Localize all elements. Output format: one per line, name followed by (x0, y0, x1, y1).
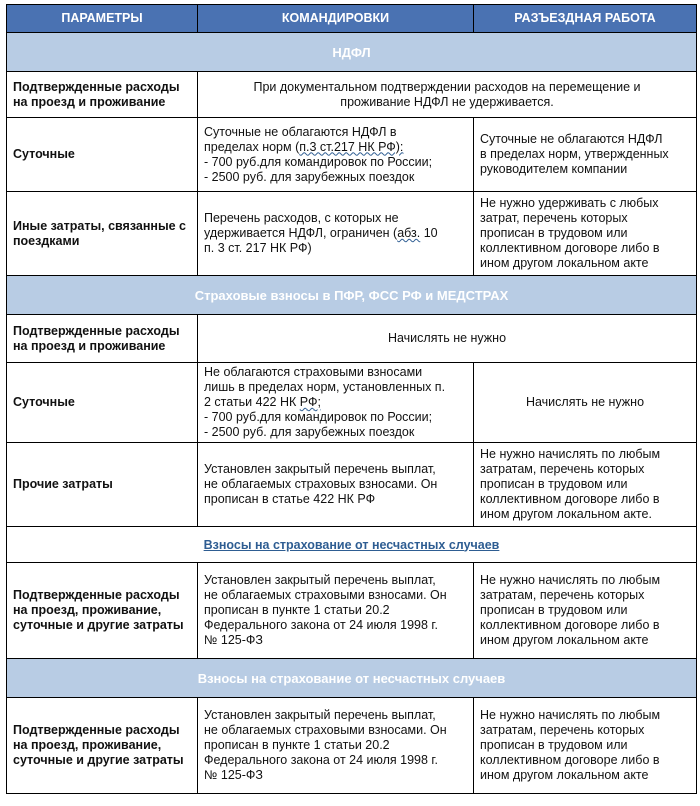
cell-text-line: руководителем компании (480, 162, 628, 176)
parameter-cell: Подтвержденные расходы на проезд, проживание, суточные и другие затраты (7, 698, 198, 794)
cell-text-line: № 125-ФЗ (204, 768, 263, 782)
cell-text-line: коллективном договоре либо в (480, 492, 660, 506)
cell-text-line: ином другом локальном акте (480, 633, 649, 647)
traveling-work-cell (474, 363, 697, 443)
section-title (7, 527, 697, 563)
traveling-work-cell (474, 698, 697, 794)
business-trips-cell (198, 563, 474, 659)
cell-text-line: затрат, перечень которых (480, 211, 628, 225)
parameter-cell: Суточные (7, 118, 198, 192)
cell-text-line: Не нужно начислять по любым (480, 573, 661, 587)
parameter-cell: Суточные (7, 363, 198, 443)
section-header-row (7, 33, 697, 72)
cell-text-line: Не облагаются страховыми взносами (204, 365, 423, 379)
parameter-cell: Подтвержденные расходы на проезд и проживание (7, 315, 198, 363)
business-trips-cell (198, 118, 474, 192)
section-title-text: Страховые взносы в ПФР, ФСС РФ и МЕДСТРАХ (194, 287, 509, 303)
cell-text-line: затратам, перечень которых (480, 723, 645, 737)
cell-text-line: Начислять не нужно (525, 395, 645, 409)
traveling-work-cell (474, 118, 697, 192)
cell-text-line: ином другом локальном акте (480, 768, 649, 782)
cell-text-line: Перечень расходов, с которых не (204, 211, 399, 225)
cell-text-line: Федерального закона от 24 июля 1998 г. (204, 753, 438, 767)
table-row (7, 192, 697, 276)
parameter-cell: Иные затраты, связанные с поездками (7, 192, 198, 276)
cell-text-line: Начислять не нужно (387, 331, 507, 345)
cell-text-line: в пределах норм, утвержденных (480, 147, 669, 161)
cell-text-line: прописан в пункте 1 статьи 20.2 (204, 603, 390, 617)
cell-text-line: коллективном договоре либо в (480, 241, 660, 255)
table-row (7, 363, 697, 443)
cell-text-line: - 700 руб.для командировок по России; (204, 154, 433, 169)
table-row (7, 563, 697, 659)
traveling-work-cell (474, 563, 697, 659)
merged-value-cell (198, 315, 697, 363)
cell-text-line: не облагаемых страховыми взносами. Он (204, 588, 447, 602)
section-header-row (7, 527, 697, 563)
cell-text-line: прописан в трудовом или (480, 226, 628, 240)
business-trips-cell (198, 698, 474, 794)
cell-text-line: № 125-ФЗ (204, 633, 263, 647)
cell-text-line: Установлен закрытый перечень выплат, (204, 708, 436, 722)
section-title-text: Взносы на страхование от несчастных случаев (203, 537, 500, 552)
table-row (7, 315, 697, 363)
cell-text-line: затратам, перечень которых (480, 588, 645, 602)
business-trips-cell (198, 443, 474, 527)
cell-text-line: прописан в пункте 1 статьи 20.2 (204, 738, 390, 752)
cell-text-line: Федерального закона от 24 июля 1998 г. (204, 618, 438, 632)
comparison-table (6, 4, 697, 794)
table-header-row (7, 5, 697, 33)
cell-text-line: Не нужно начислять по любым (480, 708, 661, 722)
cell-text-line: - 700 руб.для командировок по России; (204, 410, 433, 424)
cell-text-line: - 2500 руб. для зарубежных поездок (204, 425, 415, 439)
cell-text-line: Суточные не облагаются НДФЛ (480, 132, 663, 146)
cell-text-line: ином другом локальном акте. (480, 507, 652, 521)
table-row (7, 443, 697, 527)
section-title (7, 33, 697, 72)
cell-text-line: коллективном договоре либо в (480, 618, 660, 632)
cell-text-line: не облагаемых страховых взносами. Он (204, 477, 438, 491)
cell-text-line: - 2500 руб. для зарубежных поездок (204, 169, 415, 184)
cell-text-line: коллективном договоре либо в (480, 753, 660, 767)
cell-text-line: удерживается НДФЛ, ограничен (абз. 10 (204, 226, 438, 240)
section-header-row (7, 659, 697, 698)
header-traveling-work: РАЗЪЕЗДНАЯ РАБОТА (474, 5, 697, 33)
cell-text-line: прописан в трудовом или (480, 603, 628, 617)
business-trips-cell (198, 363, 474, 443)
cell-text-line: прописан в статье 422 НК РФ (204, 492, 376, 506)
header-parameters: ПАРАМЕТРЫ (7, 5, 198, 33)
business-trips-cell (198, 192, 474, 276)
cell-text-line: не облагаемых страховыми взносами. Он (204, 723, 447, 737)
section-title-text: Взносы на страхование от несчастных случаев (197, 670, 506, 686)
merged-value-cell (198, 72, 697, 118)
cell-text-line: проживание НДФЛ не удерживается. (340, 94, 554, 109)
parameter-cell: Подтвержденные расходы на проезд и проживание (7, 72, 198, 118)
table-row (7, 698, 697, 794)
comparison-document (0, 4, 700, 806)
section-header-row (7, 276, 697, 315)
cell-text-line: пределах норм (п.3 ст.217 НК РФ): (204, 139, 404, 154)
cell-text-line: Не нужно удерживать с любых (480, 196, 659, 210)
header-business-trips: КОМАНДИРОВКИ (198, 5, 474, 33)
cell-text-line: Установлен закрытый перечень выплат, (204, 462, 436, 476)
traveling-work-cell (474, 192, 697, 276)
traveling-work-cell (474, 443, 697, 527)
section-title (7, 659, 697, 698)
cell-text-line: прописан в трудовом или (480, 477, 628, 491)
table-row (7, 118, 697, 192)
cell-text-line: п. 3 ст. 217 НК РФ) (204, 241, 312, 255)
section-title (7, 276, 697, 315)
cell-text-line: прописан в трудовом или (480, 738, 628, 752)
cell-text-line: 2 статьи 422 НК РФ; (204, 395, 321, 409)
cell-text-line: затратам, перечень которых (480, 462, 645, 476)
cell-text-line: лишь в пределах норм, установленных п. (204, 380, 446, 394)
section-title-text: НДФЛ (332, 44, 371, 60)
cell-text-line: Не нужно начислять по любым (480, 447, 661, 461)
parameter-cell: Подтвержденные расходы на проезд, проживание, суточные и другие затраты (7, 563, 198, 659)
table-row (7, 72, 697, 118)
cell-text-line: Установлен закрытый перечень выплат, (204, 573, 436, 587)
parameter-cell: Прочие затраты (7, 443, 198, 527)
cell-text-line: ином другом локальном акте (480, 256, 649, 270)
cell-text-line: При документальном подтверждении расходов на перемещение и (253, 79, 641, 94)
cell-text-line: Суточные не облагаются НДФЛ в (204, 124, 397, 139)
